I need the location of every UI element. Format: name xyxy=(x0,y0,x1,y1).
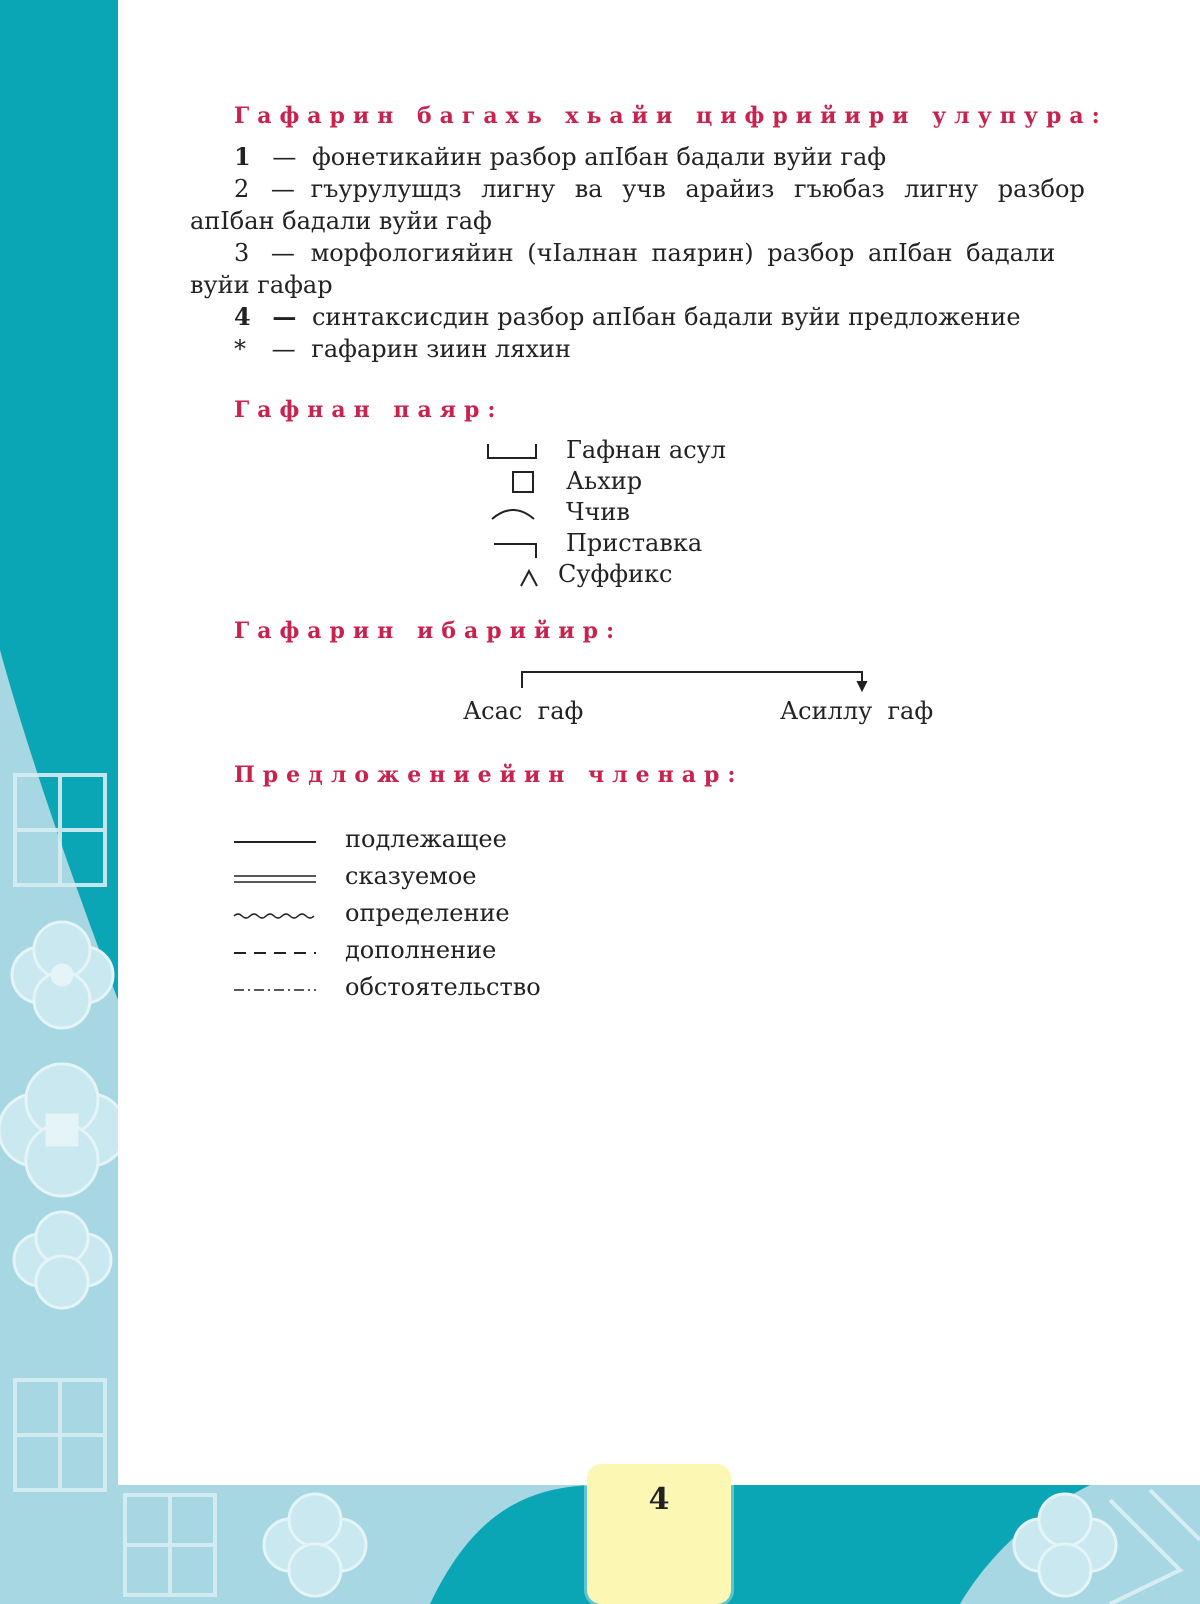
member-label-subject: подлежащее xyxy=(345,825,507,853)
numeral-text: морфологияйин (чIалнан паярин) разбор апIбан бадали xyxy=(310,239,1056,267)
root-icon xyxy=(510,469,536,495)
wavy-underline-icon xyxy=(232,910,318,922)
member-label-adverbial: обстоятельство xyxy=(345,973,541,1001)
member-label-object: дополнение xyxy=(345,936,497,964)
page-number-tab xyxy=(587,1464,731,1604)
numeral-dash: — xyxy=(270,239,295,267)
numeral-item-3-cont: вуйи гафар xyxy=(190,271,333,299)
phrase-arrow xyxy=(518,664,870,694)
numeral-text: фонетикайин разбор апIбан бадали вуйи гаф xyxy=(311,143,887,171)
solid-underline-icon xyxy=(232,836,318,848)
numeral-item-2 xyxy=(234,173,1085,205)
numeral-text: синтаксисдин разбор апIбан бадали вуйи предложение xyxy=(311,303,1021,331)
main-word-label: Асас гаф xyxy=(463,697,584,725)
prefix-icon xyxy=(490,540,540,562)
phrases-heading: Гафарин ибарийир: xyxy=(234,618,623,644)
numeral-key: * xyxy=(234,335,246,363)
numeral-key: 2 xyxy=(234,175,250,203)
dashed-underline-icon xyxy=(232,947,318,959)
numeral-key: 1 xyxy=(234,142,251,171)
word-part-label-base: Гафнан асул xyxy=(566,436,727,464)
numeral-dash: — xyxy=(271,335,296,363)
word-parts-heading: Гафнан паяр: xyxy=(234,397,504,423)
numeral-text: гъурулушдз лигну ва учв арайиз гъюбаз лигну разбор xyxy=(310,175,1085,203)
word-part-label-root: Аьхир xyxy=(566,467,643,495)
word-part-label-suffix: Суффикс xyxy=(558,560,673,588)
dash-dot-underline-icon xyxy=(232,984,318,996)
member-label-predicate: сказуемое xyxy=(345,862,477,890)
numeral-item-star xyxy=(234,333,571,365)
numeral-dash: — xyxy=(272,143,297,171)
numeral-dash: — xyxy=(270,175,295,203)
double-underline-icon xyxy=(232,872,318,886)
word-part-label-stem: Ччив xyxy=(566,498,630,526)
dependent-word-label: Асиллу гаф xyxy=(780,697,934,725)
numeral-item-2-cont: апIбан бадали вуйи гаф xyxy=(190,207,492,235)
stem-root-arc-icon xyxy=(488,503,538,523)
numeral-item-3 xyxy=(234,237,1055,269)
numeral-item-4 xyxy=(234,301,1021,333)
numeral-key: 3 xyxy=(234,239,250,267)
numeral-text: гафарин зиин ляхин xyxy=(311,335,571,363)
numeral-dash: — xyxy=(272,302,297,331)
word-part-label-prefix: Приставка xyxy=(566,529,703,557)
page-number: 4 xyxy=(648,1482,670,1517)
numeral-item-1 xyxy=(234,141,886,173)
member-label-attribute: определение xyxy=(345,899,510,927)
sentence-members-heading: Предложениейин членар: xyxy=(234,762,744,788)
word-base-icon xyxy=(484,440,540,464)
numeral-key: 4 xyxy=(234,302,251,331)
suffix-icon xyxy=(518,567,540,589)
numerals-heading: Гафарин багахь хьайи цифрийири улупура: xyxy=(234,103,1108,129)
